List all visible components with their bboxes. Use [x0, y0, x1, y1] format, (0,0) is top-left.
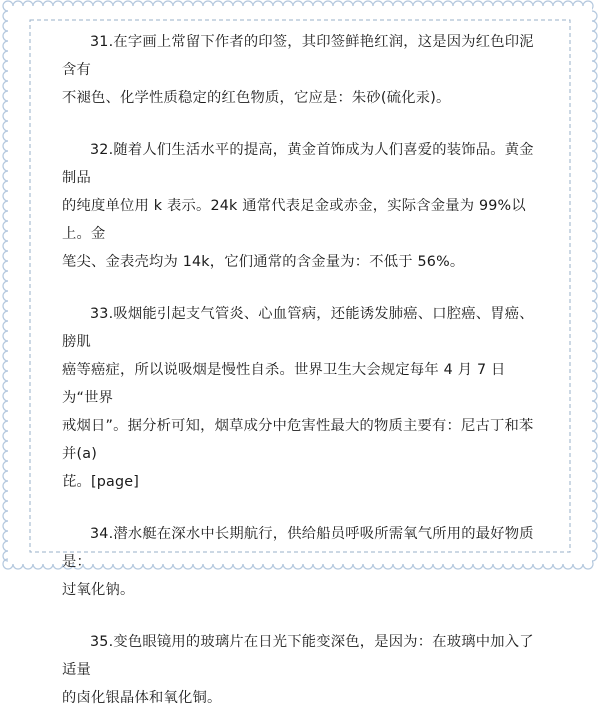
item-34 — [62, 520, 542, 604]
quiz-text — [62, 28, 542, 712]
text-line: 吸烟能引起支气管炎、心血管病，还能诱发肺癌、口腔癌、胃癌、膀肌 — [62, 306, 534, 350]
text-line: 的纯度单位用 k 表示。24k 通常代表足金或赤金，实际含金量为 99%以上。金 — [62, 198, 526, 242]
text-line: 芘。[page] — [62, 474, 140, 490]
item-33 — [62, 300, 542, 496]
item-number: 33. — [90, 306, 114, 322]
item-number: 34. — [90, 526, 114, 542]
text-line: 过氧化钠。 — [62, 582, 135, 598]
text-line: 戒烟日”。据分析可知，烟草成分中危害性最大的物质主要有：尼古丁和苯并(a) — [62, 418, 534, 462]
text-line: 在字画上常留下作者的印签，其印签鲜艳红润，这是因为红色印泥含有 — [62, 34, 534, 78]
text-line: 不褪色、化学性质稳定的红色物质，它应是：朱砂(硫化汞)。 — [62, 90, 451, 106]
text-line: 变色眼镜用的玻璃片在日光下能变深色，是因为：在玻璃中加入了适量 — [62, 634, 534, 678]
item-number: 32. — [90, 142, 114, 158]
item-number: 35. — [90, 634, 114, 650]
text-line: 笔尖、金表壳均为 14k，它们通常的含金量为：不低于 56%。 — [62, 254, 465, 270]
item-32 — [62, 136, 542, 276]
item-35 — [62, 628, 542, 712]
text-line: 随着人们生活水平的提高，黄金首饰成为人们喜爱的装饰品。黄金制品 — [62, 142, 534, 186]
text-line: 潜水艇在深水中长期航行，供给船员呼吸所需氧气所用的最好物质是： — [62, 526, 534, 570]
item-number: 31. — [90, 34, 114, 50]
item-31 — [62, 28, 542, 112]
text-line: 的卤化银晶体和氧化铜。 — [62, 690, 222, 706]
text-line: 癌等癌症，所以说吸烟是慢性自杀。世界卫生大会规定每年 4 月 7 日为“世界 — [62, 362, 506, 406]
